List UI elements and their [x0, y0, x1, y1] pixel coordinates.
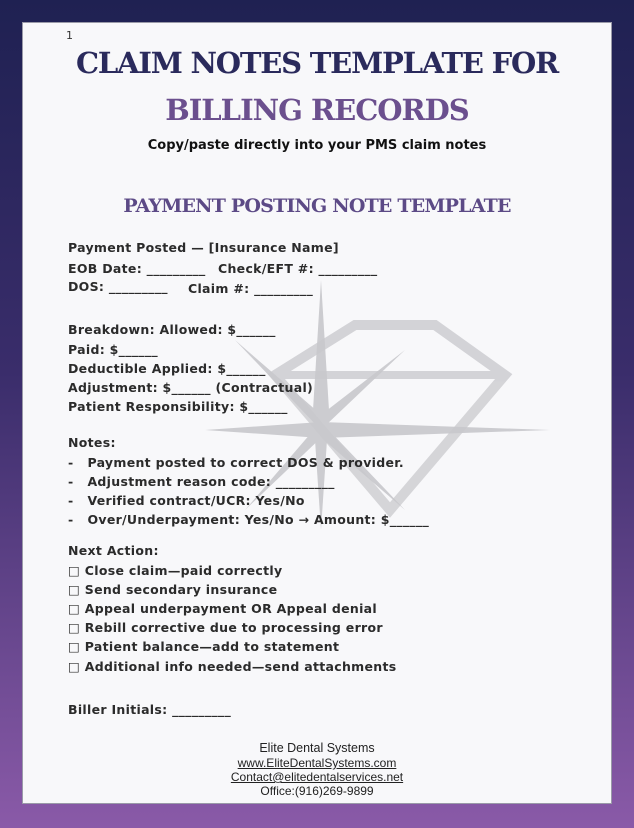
section-title: PAYMENT POSTING NOTE TEMPLATE	[123, 195, 511, 217]
subtitle: Copy/paste directly into your PMS claim notes	[147, 138, 487, 153]
breakdown-allowed: Breakdown: Allowed: $______	[68, 322, 276, 337]
claim-number-field: Claim #: _________	[188, 281, 314, 296]
next-action-checkbox-item: □ Patient balance—add to statement	[68, 639, 340, 654]
next-action-checkbox-item: □ Rebill corrective due to processing error	[68, 620, 383, 635]
note-item: - Verified contract/UCR: Yes/No	[68, 493, 305, 508]
next-action-checkbox-item: □ Close claim—paid correctly	[68, 563, 283, 578]
breakdown-paid: Paid: $______	[68, 342, 158, 357]
dos-field: DOS: _________	[68, 279, 168, 294]
next-action-checkbox-item: □ Additional info needed—send attachments	[68, 659, 397, 674]
page-title-line1: CLAIM NOTES TEMPLATE FOR	[75, 46, 559, 80]
note-item: - Adjustment reason code: _________	[68, 474, 335, 489]
footer-email-link[interactable]: Contact@elitedentalservices.net	[230, 770, 404, 784]
breakdown-deductible: Deductible Applied: $______	[68, 361, 266, 376]
note-item: - Payment posted to correct DOS & provider.	[68, 455, 404, 470]
notes-heading: Notes:	[68, 435, 116, 450]
eob-date-field: EOB Date: _________	[68, 261, 206, 276]
next-action-heading: Next Action:	[68, 543, 159, 558]
check-eft-field: Check/EFT #: _________	[218, 261, 378, 276]
breakdown-adjustment: Adjustment: $______ (Contractual)	[68, 380, 314, 395]
footer-website-link[interactable]: www.EliteDentalSystems.com	[237, 756, 397, 770]
payment-posted-line: Payment Posted — [Insurance Name]	[68, 240, 339, 255]
footer-company: Elite Dental Systems	[259, 741, 375, 755]
note-item: - Over/Underpayment: Yes/No → Amount: $______	[68, 512, 430, 527]
footer-phone: Office:(916)269-9899	[260, 784, 374, 798]
next-action-checkbox-item: □ Send secondary insurance	[68, 582, 278, 597]
breakdown-patient-responsibility: Patient Responsibility: $______	[68, 399, 288, 414]
page-number: 1	[66, 29, 73, 42]
next-action-checkbox-item: □ Appeal underpayment OR Appeal denial	[68, 601, 377, 616]
page-title-line2: BILLING RECORDS	[165, 93, 469, 127]
biller-initials-field: Biller Initials: _________	[68, 702, 232, 717]
